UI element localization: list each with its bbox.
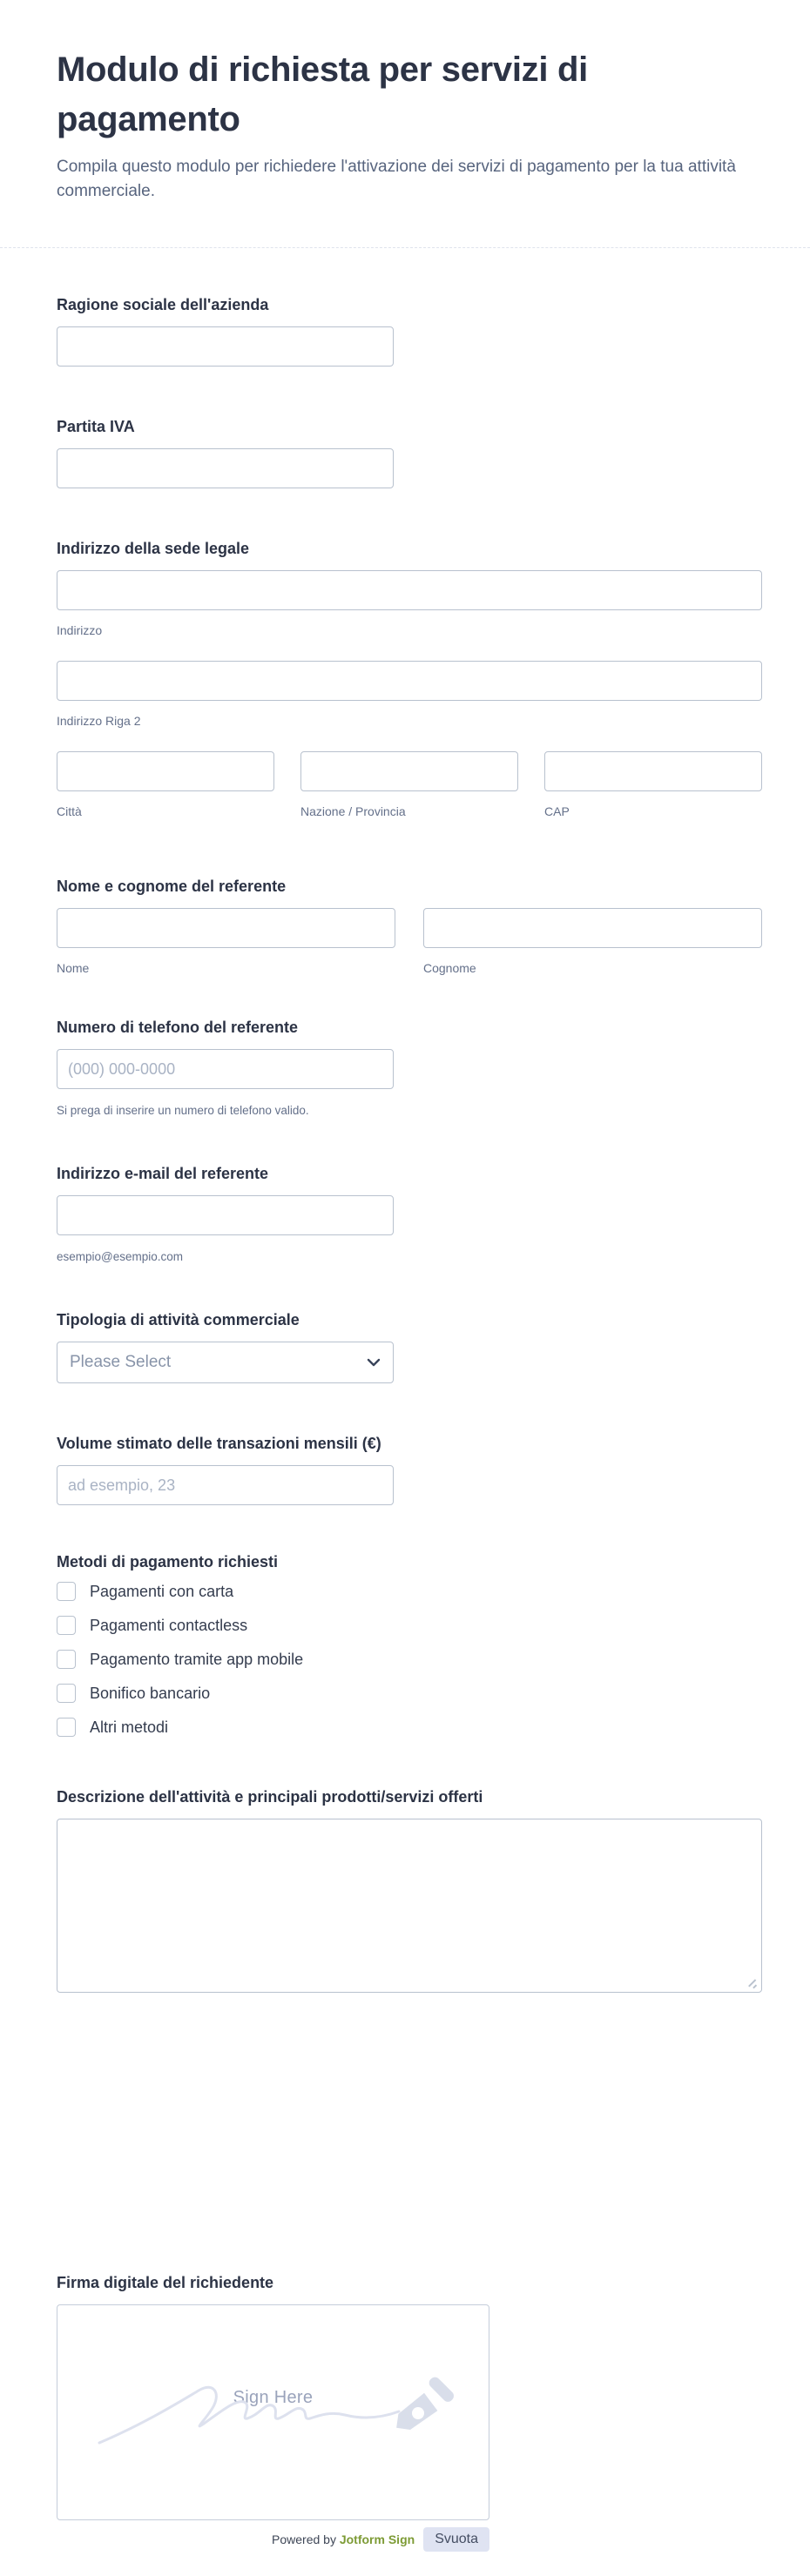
field-business-description <box>57 1786 762 1993</box>
field-payment-methods <box>57 1550 762 1737</box>
page-title: Modulo di richiesta per servizi di pagamento <box>57 50 588 138</box>
field-contact-name <box>57 875 762 976</box>
monthly-volume-input[interactable] <box>57 1465 394 1505</box>
company-name-input[interactable] <box>57 326 394 367</box>
address-city-col <box>57 751 274 819</box>
form-header <box>0 0 810 248</box>
address-state-col <box>300 751 518 819</box>
first-name-input[interactable] <box>57 908 395 948</box>
last-name-input[interactable] <box>423 908 762 948</box>
business-type-selected-value: Please Select <box>70 1353 172 1371</box>
field-contact-email <box>57 1162 762 1265</box>
payment-method-option-mobile-app[interactable] <box>57 1650 762 1669</box>
legal-address-label: Indirizzo della sede legale <box>57 540 250 557</box>
address-state-sublabel: Nazione / Provincia <box>300 804 406 818</box>
business-type-label: Tipologia di attività commerciale <box>57 1311 300 1328</box>
checkbox[interactable] <box>57 1616 76 1635</box>
jotform-sign-brand: Jotform Sign <box>339 2532 415 2546</box>
address-line2-sublabel: Indirizzo Riga 2 <box>57 714 141 728</box>
form-body <box>0 248 810 2576</box>
payment-method-option-other[interactable] <box>57 1718 762 1737</box>
vat-number-label: Partita IVA <box>57 418 135 435</box>
monthly-volume-label: Volume stimato delle transazioni mensili (€) <box>57 1435 381 1452</box>
company-name-label: Ragione sociale dell'azienda <box>57 296 269 313</box>
address-city-input[interactable] <box>57 751 274 791</box>
contact-phone-label: Numero di telefono del referente <box>57 1019 299 1036</box>
address-state-input[interactable] <box>300 751 518 791</box>
address-line1-sublabel: Indirizzo <box>57 623 103 637</box>
field-vat-number <box>57 415 762 488</box>
address-city-state-zip-row <box>57 751 762 819</box>
payment-methods-label: Metodi di pagamento richiesti <box>57 1553 279 1570</box>
vat-number-input[interactable] <box>57 448 394 488</box>
signature-pad[interactable] <box>57 2304 489 2520</box>
business-type-select[interactable] <box>57 1342 394 1383</box>
field-contact-phone <box>57 1016 762 1119</box>
contact-email-input[interactable] <box>57 1195 394 1235</box>
signature-squiggle-and-pen-icon <box>92 2366 458 2462</box>
address-city-sublabel: Città <box>57 804 82 818</box>
checkbox-label: Pagamento tramite app mobile <box>90 1651 304 1668</box>
first-name-sublabel: Nome <box>57 961 90 975</box>
resize-handle[interactable] <box>747 1978 758 1988</box>
contact-name-label: Nome e cognome del referente <box>57 878 287 895</box>
field-company-name <box>57 293 762 367</box>
checkbox[interactable] <box>57 1718 76 1737</box>
contact-email-helper: esempio@esempio.com <box>57 1250 184 1263</box>
last-name-col <box>423 908 762 976</box>
address-zip-input[interactable] <box>544 751 762 791</box>
payment-method-option-card[interactable] <box>57 1582 762 1601</box>
address-zip-col <box>544 751 762 819</box>
digital-signature-label: Firma digitale del richiedente <box>57 2274 274 2291</box>
last-name-sublabel: Cognome <box>423 961 476 975</box>
first-name-col <box>57 908 395 976</box>
clear-signature-button[interactable]: Svuota <box>423 2527 489 2552</box>
checkbox-label: Pagamenti con carta <box>90 1583 234 1600</box>
sign-here-text: Sign Here <box>233 2388 314 2407</box>
contact-phone-helper: Si prega di inserire un numero di telefono valido. <box>57 1104 309 1117</box>
address-line2-input[interactable] <box>57 661 762 701</box>
checkbox-label: Altri metodi <box>90 1718 169 1736</box>
powered-by-text: Powered by <box>272 2532 336 2546</box>
business-description-textarea[interactable] <box>57 1819 762 1993</box>
payment-methods-group <box>57 1582 762 1737</box>
checkbox[interactable] <box>57 1582 76 1601</box>
business-description-label: Descrizione dell'attività e principali prodotti/servizi offerti <box>57 1788 483 1806</box>
form-subtitle: Compila questo modulo per richiedere l'attivazione dei servizi di pagamento per la tua attività commerciale. <box>57 158 736 200</box>
payment-method-option-contactless[interactable] <box>57 1616 762 1635</box>
address-line1-input[interactable] <box>57 570 762 610</box>
field-business-type <box>57 1308 762 1383</box>
contact-phone-input[interactable] <box>57 1049 394 1089</box>
address-zip-sublabel: CAP <box>544 804 570 818</box>
field-legal-address <box>57 537 762 819</box>
signature-footer <box>57 2527 489 2576</box>
chevron-down-icon <box>367 1357 381 1368</box>
checkbox[interactable] <box>57 1650 76 1669</box>
field-digital-signature <box>57 2271 762 2576</box>
checkbox-label: Pagamenti contactless <box>90 1617 248 1634</box>
payment-method-option-bank-transfer[interactable] <box>57 1684 762 1703</box>
contact-email-label: Indirizzo e-mail del referente <box>57 1165 269 1182</box>
checkbox[interactable] <box>57 1684 76 1703</box>
contact-name-row <box>57 908 762 976</box>
checkbox-label: Bonifico bancario <box>90 1685 211 1702</box>
field-monthly-volume <box>57 1432 762 1505</box>
powered-by-jotform-sign-link[interactable] <box>272 2532 415 2546</box>
